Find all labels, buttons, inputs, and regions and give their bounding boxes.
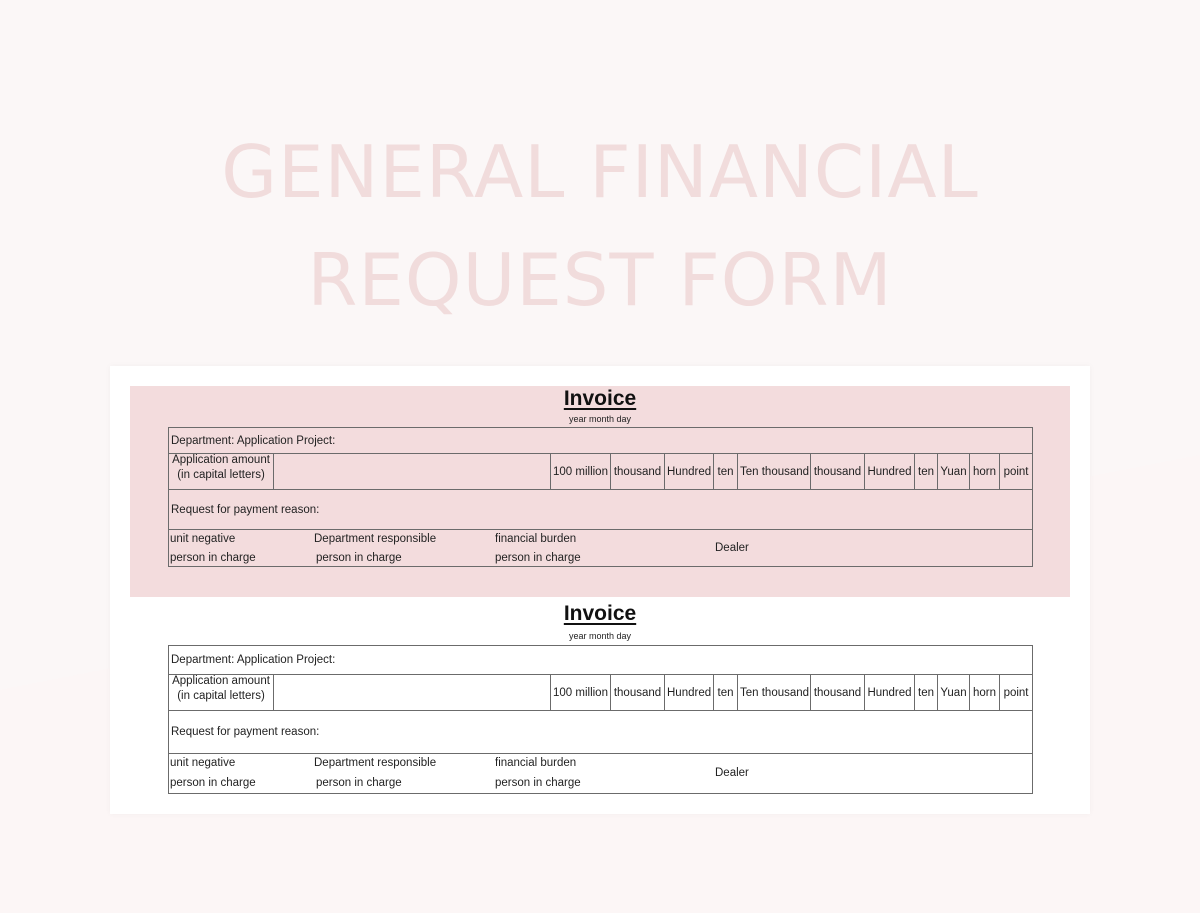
financial-person-label: person in charge	[495, 777, 581, 789]
unit-cell: horn	[970, 675, 1000, 711]
department-field[interactable]: Department: Application Project:	[169, 646, 1033, 675]
department-field[interactable]: Department: Application Project:	[169, 428, 1033, 454]
amount-row	[169, 675, 1033, 711]
reason-row	[169, 711, 1033, 754]
invoice-table	[168, 645, 1033, 794]
signature-row	[169, 754, 1033, 794]
department-row	[169, 428, 1033, 454]
unit-cell: thousand	[611, 675, 665, 711]
unit-cell: thousand	[811, 675, 865, 711]
date-label: year month day	[568, 414, 632, 424]
amount-label: Application amount (in capital letters)	[169, 454, 274, 490]
unit-cell: horn	[970, 454, 1000, 490]
dealer-label: Dealer	[715, 542, 749, 554]
unit-cell: thousand	[811, 454, 865, 490]
unit-negative-label: unit negative	[170, 533, 236, 545]
unit-cell: point	[1000, 675, 1033, 711]
invoice-table	[168, 427, 1033, 567]
payment-reason-field[interactable]: Request for payment reason:	[169, 490, 1033, 530]
amount-label: Application amount (in capital letters)	[169, 675, 274, 711]
invoice-form-1	[168, 386, 1032, 597]
unit-person-label: person in charge	[170, 552, 256, 564]
page-heading	[0, 118, 1200, 334]
financial-person-label: person in charge	[495, 552, 581, 564]
department-person-label: person in charge	[316, 777, 402, 789]
invoice-title: Invoice	[563, 387, 637, 410]
unit-cell: 100 million	[551, 675, 611, 711]
signature-cell	[169, 754, 1033, 794]
signature-row	[169, 530, 1033, 567]
unit-cell: 100 million	[551, 454, 611, 490]
signature-cell	[169, 530, 1033, 567]
unit-cell: Hundred	[865, 454, 915, 490]
unit-cell: Hundred	[865, 675, 915, 711]
form-sheet	[110, 366, 1090, 814]
unit-cell: Hundred	[665, 454, 714, 490]
date-label: year month day	[568, 631, 632, 641]
unit-person-label: person in charge	[170, 777, 256, 789]
unit-negative-label: unit negative	[170, 757, 236, 769]
unit-cell: ten	[714, 675, 738, 711]
financial-burden-label: financial burden	[495, 533, 577, 545]
unit-cell: ten	[714, 454, 738, 490]
invoice-title: Invoice	[563, 602, 637, 625]
page-heading-line-2: REQUEST FORM	[307, 238, 893, 322]
amount-row	[169, 454, 1033, 490]
amount-capital-field[interactable]	[274, 454, 551, 490]
unit-cell: Yuan	[938, 675, 970, 711]
department-responsible-label: Department responsible	[314, 757, 437, 769]
unit-cell: Ten thousand	[738, 454, 811, 490]
unit-cell: point	[1000, 454, 1033, 490]
unit-cell: thousand	[611, 454, 665, 490]
page-heading-line-1: GENERAL FINANCIAL	[221, 130, 979, 214]
reason-row	[169, 490, 1033, 530]
department-person-label: person in charge	[316, 552, 402, 564]
department-responsible-label: Department responsible	[314, 533, 437, 545]
dealer-label: Dealer	[715, 767, 749, 779]
invoice-form-2	[168, 602, 1032, 812]
unit-cell: Ten thousand	[738, 675, 811, 711]
unit-cell: ten	[915, 675, 938, 711]
financial-burden-label: financial burden	[495, 757, 577, 769]
amount-capital-field[interactable]	[274, 675, 551, 711]
unit-cell: ten	[915, 454, 938, 490]
unit-cell: Hundred	[665, 675, 714, 711]
unit-cell: Yuan	[938, 454, 970, 490]
department-row	[169, 646, 1033, 675]
payment-reason-field[interactable]: Request for payment reason:	[169, 711, 1033, 754]
